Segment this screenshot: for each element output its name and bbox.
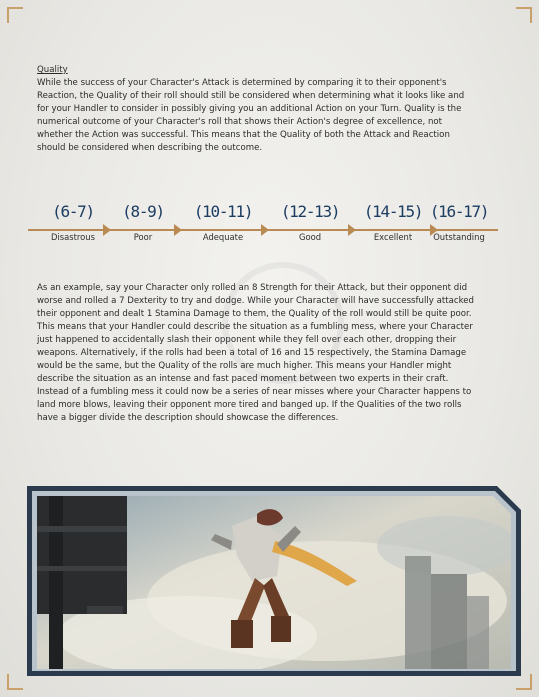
leaping-character-illustration bbox=[27, 486, 521, 676]
tier-range: (10-11) bbox=[193, 202, 253, 221]
tier-range: (12-13) bbox=[280, 202, 340, 221]
corner-ornament bbox=[516, 7, 532, 23]
tier-adequate bbox=[184, 200, 262, 242]
tier-label: Poor bbox=[133, 232, 153, 242]
tier-label: Outstanding bbox=[433, 232, 485, 242]
section-body: While the success of your Character's Attack is determined by comparing it to their opponent's Reaction, the Quality of their roll should still be considered when determining what it looks like and for your Handler to consider in possibly giving you an additional Action on your Turn. Quality is the numerical outcome of your Character's roll that shows their Action's degree of excellence, not whether the Action was successful. This means that the Quality of both the Attack and Reaction should be considered when describing the outcome. bbox=[37, 78, 465, 153]
section-title: Quality bbox=[37, 65, 68, 75]
quality-section bbox=[37, 64, 477, 155]
tier-poor bbox=[104, 200, 182, 242]
tier-range: (16-17) bbox=[429, 202, 489, 221]
illustration-frame bbox=[27, 486, 521, 676]
tier-disastrous bbox=[34, 200, 112, 242]
tier-outstanding bbox=[420, 200, 498, 242]
tier-range: (8-9) bbox=[122, 202, 164, 221]
arrow-icon bbox=[174, 224, 182, 236]
corner-ornament bbox=[7, 674, 23, 690]
tier-range: (14-15) bbox=[363, 202, 423, 221]
tier-range: (6-7) bbox=[52, 202, 94, 221]
corner-ornament bbox=[516, 674, 532, 690]
quality-scale bbox=[28, 200, 498, 246]
corner-ornament bbox=[7, 7, 23, 23]
tier-good bbox=[271, 200, 349, 242]
example-paragraph: As an example, say your Character only rolled an 8 Strength for their Attack, but their opponent did worse and rolled a 7 Dexterity to try and dodge. While your Character will have successfully attacked their opponent and dealt 1 Stamina Damage to them, the Quality of the roll would still be quite poor. This means that your Handler could describe the situation as a fumbling mess, where your Character just happened to accidentally slash their opponent while they fell over each other, dropping their weapons. Alternatively, if the rolls had been a total of 16 and 15 respectively, the Stamina Damage would be the same, but the Quality of the rolls are much higher. This means your Handler might describe the situation as an intense and fast paced moment between two experts in their craft. Instead of a fumbling mess it could now be a series of near misses where your Character happens to land more blows, leaving their opponent more tired and banged up. If the Qualities of the two rolls have a bigger divide the description should showcase the differences. bbox=[37, 283, 475, 423]
arrow-icon bbox=[261, 224, 269, 236]
tier-label: Good bbox=[298, 232, 322, 242]
tier-label: Excellent bbox=[373, 232, 413, 242]
tier-label: Disastrous bbox=[51, 232, 95, 242]
tier-label: Adequate bbox=[202, 232, 244, 242]
